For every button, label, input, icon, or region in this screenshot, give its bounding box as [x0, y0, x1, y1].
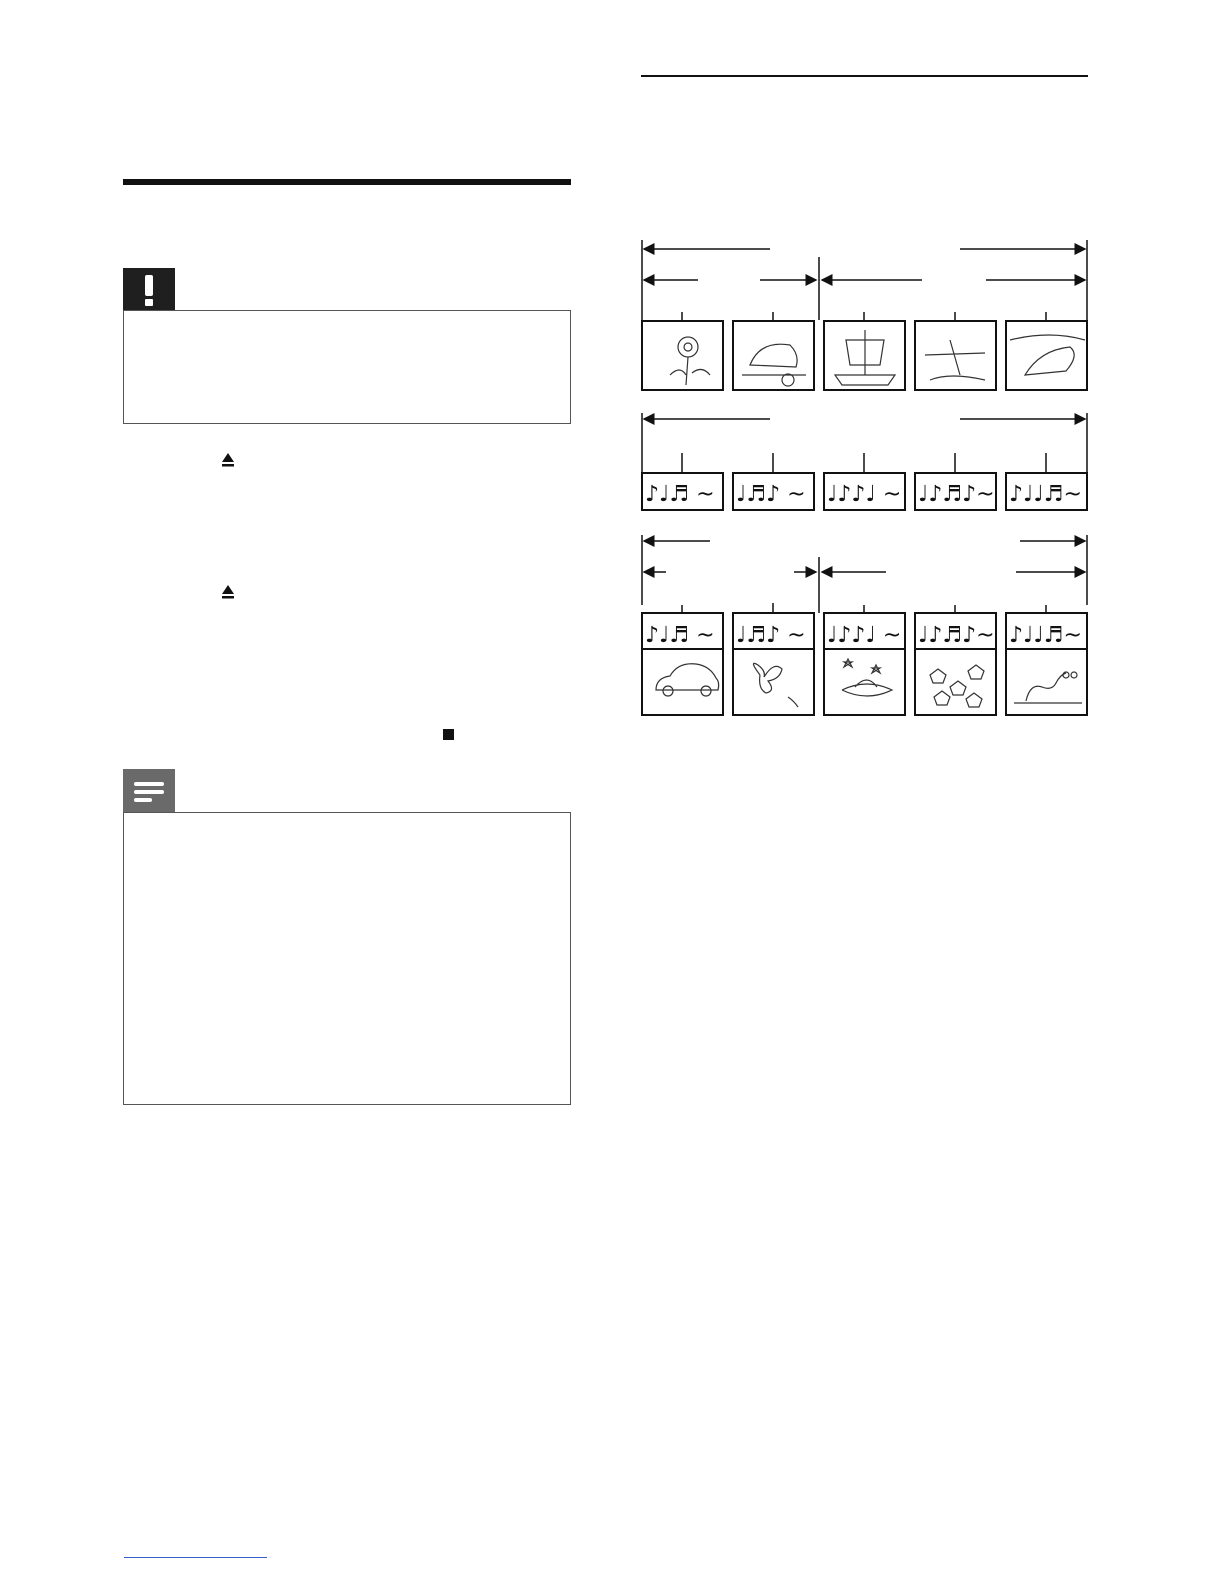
footer-link-underline	[124, 1557, 267, 1558]
svg-text:♪♩♩♬~: ♪♩♩♬~	[1009, 482, 1082, 507]
svg-text:♪♩♬ ~: ♪♩♬ ~	[645, 482, 715, 507]
cat-picture	[733, 321, 814, 390]
stop-icon	[443, 729, 454, 740]
exclamation-icon	[123, 268, 175, 311]
svg-text:♩♪♪♩ ~: ♩♪♪♩ ~	[827, 623, 902, 648]
note-lines-icon	[123, 769, 175, 813]
disc-structure-diagram	[630, 235, 1100, 725]
caution-box	[123, 310, 571, 424]
svg-text:♩♪♪♩ ~: ♩♪♪♩ ~	[827, 482, 902, 507]
svg-text:♩♬♪ ~: ♩♬♪ ~	[736, 482, 806, 507]
section-heading-rule	[123, 179, 571, 185]
caution-tag	[123, 268, 175, 311]
svg-text:♪♩♬ ~: ♪♩♬ ~	[645, 623, 715, 648]
svg-text:♩♪♬♪~: ♩♪♬♪~	[918, 623, 995, 648]
sports-car-picture	[1006, 321, 1087, 390]
right-column-rule	[641, 75, 1088, 77]
svg-text:♩♪♬♪~: ♩♪♬♪~	[918, 482, 995, 507]
svg-text:♩♬♪ ~: ♩♬♪ ~	[736, 623, 806, 648]
eject-icon	[221, 452, 235, 468]
svg-text:♪♩♩♬~: ♪♩♩♬~	[1009, 623, 1082, 648]
eject-icon	[221, 584, 235, 600]
note-tag	[123, 769, 175, 813]
note-box	[123, 812, 571, 1105]
